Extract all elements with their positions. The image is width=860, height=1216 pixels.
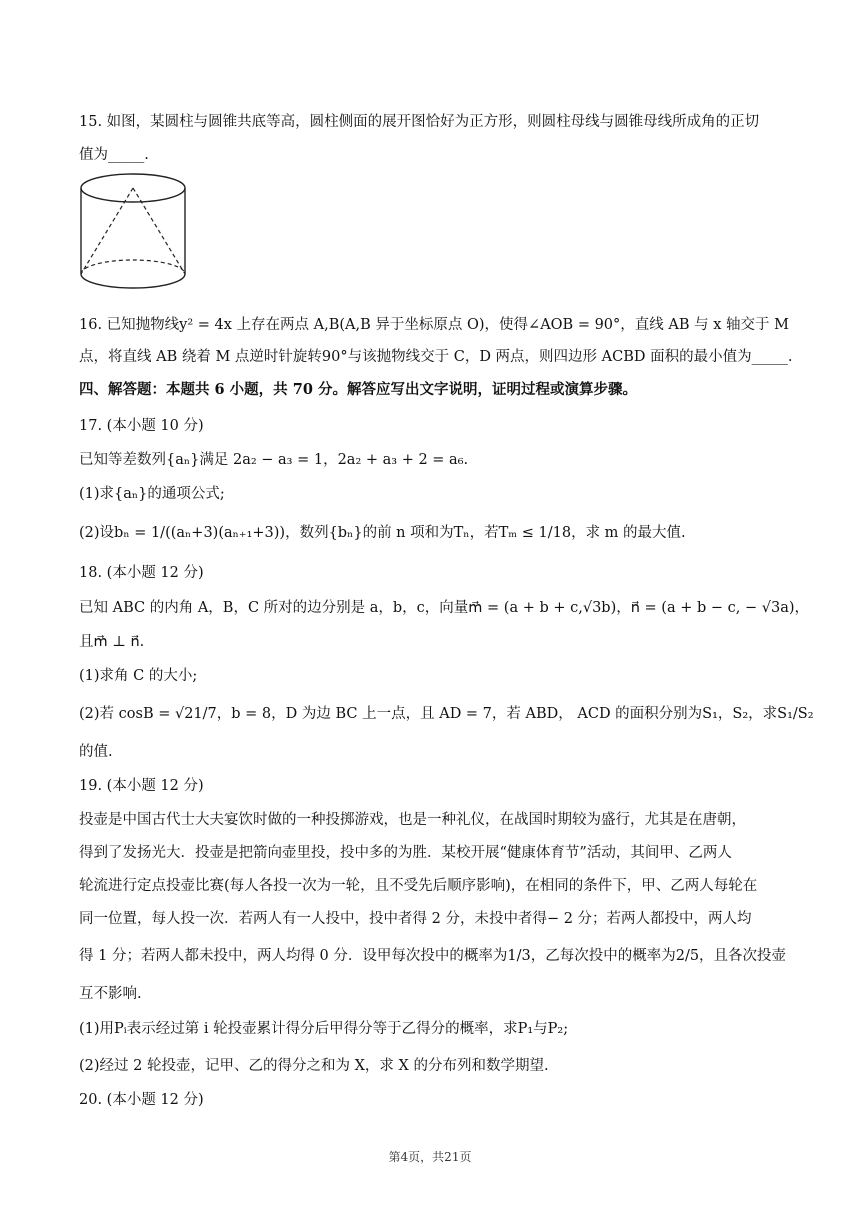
q19-para-3: 轮流进行定点投壶比赛(每人各投一次为一轮，且不受先后顺序影响)，在相同的条件下，甲、乙两人每轮在 bbox=[79, 878, 758, 894]
q19-part-2: (2)经过 2 轮投壶，记甲、乙的得分之和为 X，求 X 的分布列和数学期望. bbox=[79, 1058, 549, 1074]
cylinder-cone-figure bbox=[77, 170, 195, 292]
q18-header: 18. (本小题 12 分) bbox=[79, 565, 204, 581]
q18-line-1: 已知 ABC 的内角 A，B，C 所对的边分别是 a，b，c，向量m⃗ = (a + b + c,√3b)，n⃗ = (a + b − c, − √3a)， bbox=[79, 600, 809, 616]
q19-para-4: 同一位置，每人投一次．若两人有一人投中，投中者得 2 分，未投中者得− 2 分；若两人都投中，两人均 bbox=[79, 911, 752, 927]
q20-header: 20. (本小题 12 分) bbox=[79, 1092, 204, 1108]
q19-header: 19. (本小题 12 分) bbox=[79, 778, 204, 794]
q19-para-5: 得 1 分；若两人都未投中，两人均得 0 分．设甲每次投中的概率为1/3，乙每次投中的概率为2/5，且各次投壶 bbox=[79, 948, 787, 964]
q18-part-2: (2)若 cosB = √21/7，b = 8，D 为边 BC 上一点，且 AD = 7，若 ABD， ACD 的面积分别为S₁，S₂，求S₁/S₂ bbox=[79, 706, 814, 722]
section-4-heading: 四、解答题：本题共 6 小题，共 70 分。解答应写出文字说明，证明过程或演算步骤。 bbox=[79, 381, 637, 398]
q17-header: 17. (本小题 10 分) bbox=[79, 418, 204, 434]
page-footer: 第4页，共21页 bbox=[388, 1150, 472, 1164]
q15-line-1: 15. 如图，某圆柱与圆锥共底等高，圆柱侧面的展开图恰好为正方形，则圆柱母线与圆锥母线所成角的正切 bbox=[79, 114, 760, 130]
q19-para-6: 互不影响. bbox=[79, 986, 142, 1002]
q17-line-1: 已知等差数列{aₙ}满足 2a₂ − a₃ = 1，2a₂ + a₃ + 2 = a₆. bbox=[79, 452, 469, 468]
q18-part-1: (1)求角 C 的大小; bbox=[79, 668, 198, 684]
q19-para-1: 投壶是中国古代士大夫宴饮时做的一种投掷游戏，也是一种礼仪，在战国时期较为盛行，尤其是在唐朝， bbox=[79, 812, 746, 828]
q17-part-2: (2)设bₙ = 1/((aₙ+3)(aₙ₊₁+3))，数列{bₙ}的前 n 项和为Tₙ，若Tₘ ≤ 1/18，求 m 的最大值. bbox=[79, 525, 686, 541]
q17-part-1: (1)求{aₙ}的通项公式; bbox=[79, 486, 225, 502]
q19-para-2: 得到了发扬光大．投壶是把箭向壶里投，投中多的为胜．某校开展“健康体育节”活动，其间甲、乙两人 bbox=[79, 845, 732, 861]
q19-part-1: (1)用Pᵢ表示经过第 i 轮投壶累计得分后甲得分等于乙得分的概率，求P₁与P₂; bbox=[79, 1021, 569, 1037]
q15-line-2: 值为_____. bbox=[79, 147, 149, 163]
q18-line-2: 且m⃗ ⊥ n⃗. bbox=[79, 634, 145, 650]
q16-line-1: 16. 已知抛物线y² = 4x 上存在两点 A,B(A,B 异于坐标原点 O)，使得∠AOB = 90°，直线 AB 与 x 轴交于 M bbox=[79, 317, 789, 333]
q18-part-2b: 的值. bbox=[79, 744, 113, 760]
q16-line-2: 点，将直线 AB 绕着 M 点逆时针旋转90°与该抛物线交于 C，D 两点，则四边形 ACBD 面积的最小值为_____. bbox=[79, 349, 793, 365]
